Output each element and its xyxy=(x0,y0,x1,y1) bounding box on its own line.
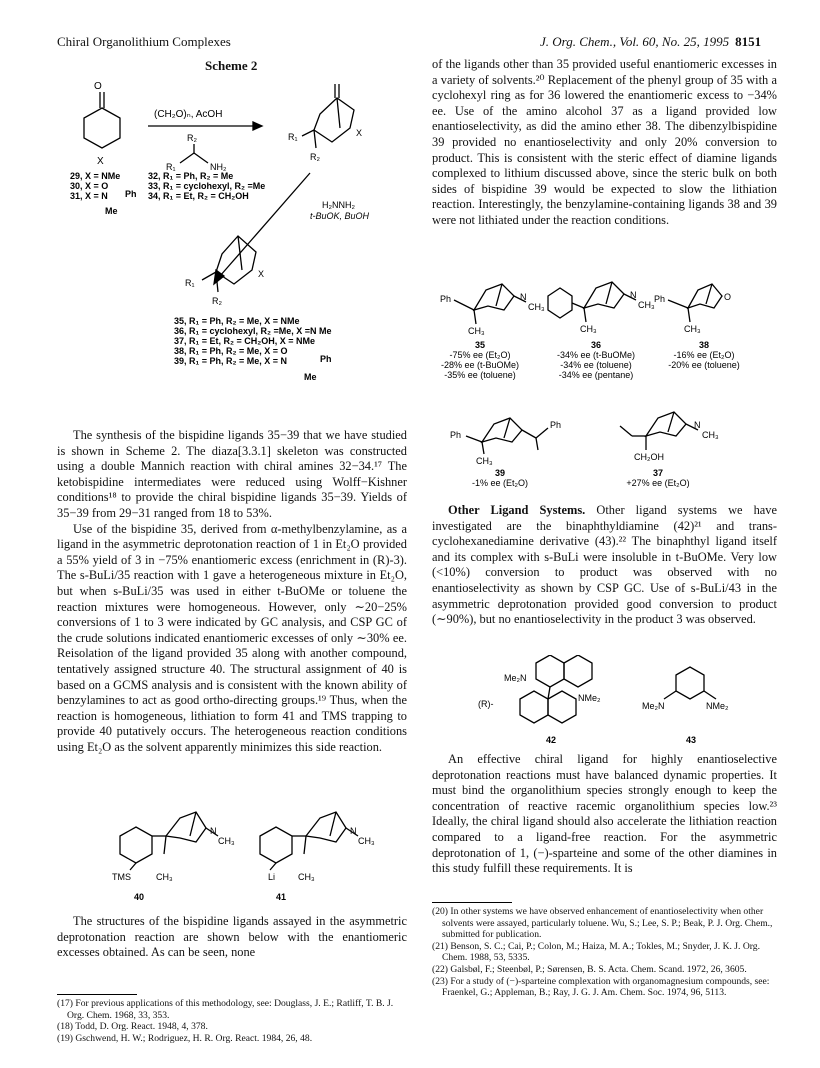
footnote-17: (17) For previous applications of this methodology, see: Douglass, J. E.; Ratliff, T. B. J. Org. Chem. 1968, 33, 353. xyxy=(57,998,394,1021)
ligand-39-skeleton xyxy=(482,418,522,442)
product-39-ph: Ph xyxy=(320,354,332,364)
ligand-37-skeleton xyxy=(646,412,686,436)
start-label-29: 29, X = NMe xyxy=(70,171,121,181)
ligand-35-nch3: CH₃ xyxy=(528,302,545,312)
ch3-label-41: CH₃ xyxy=(298,872,315,882)
amine-label-33: 33, R₁ = cyclohexyl, R₂ =Me xyxy=(148,181,266,191)
page-number: 8151 xyxy=(735,34,762,49)
footnote-rule-right xyxy=(432,902,512,903)
journal-citation: J. Org. Chem., Vol. 60, No. 25, 1995 xyxy=(540,34,730,49)
amine-r1-label: R₁ xyxy=(166,162,176,172)
ligand-36-n: N xyxy=(630,290,637,300)
product-label-36: 36, R₁ = cyclohexyl, R₂ =Me, X =N Me xyxy=(174,326,332,336)
ligand-37-n: N xyxy=(694,420,701,430)
scheme-title: Scheme 2 xyxy=(205,58,258,73)
compound-label-42: 42 xyxy=(546,735,557,745)
product-39-me: Me xyxy=(304,372,317,382)
amine-label-34: 34, R₁ = Et, R₂ = CH₂OH xyxy=(148,191,249,201)
right-column-closing xyxy=(432,752,777,877)
left-column-closing xyxy=(57,914,407,961)
ligand-36-ee-1: -34% ee (t-BuOMe) xyxy=(556,350,636,360)
paragraph-effective-ligand: An effective chiral ligand for highly enantioselective deprotonation reactions must have balanced dynamic properties. It must bind the organolithium species strongly enough to keep the concentration of reactive racemic organolithium species low.²³ Ideally, the chiral ligand should also accelerate the lithiation reaction compared to a ligand-free reaction. For the asymmetric deprotonation of 1, (−)-sparteine and some of the other diamines in this study fulfill these requirements. It is xyxy=(432,752,777,876)
ketone-oxygen-label: O xyxy=(94,81,102,92)
nch3-label-40: CH₃ xyxy=(218,836,235,846)
cyclohexane-ring xyxy=(676,667,704,699)
ligand-35-n: N xyxy=(520,292,527,302)
start-31-me: Me xyxy=(105,206,118,216)
ligand-35-ch3: CH₃ xyxy=(468,326,485,336)
ch3-label-40: CH₃ xyxy=(156,872,173,882)
n-label-40: N xyxy=(210,826,217,836)
ligand-35-ee-1: -75% ee (Et₂O) xyxy=(449,350,511,360)
ligand-38-skeleton xyxy=(688,284,722,308)
footnote-20: (20) In other systems we have observed enhancement of enantioselectivity when other solvents were assayed, particularly toluene. Wu, S.; Lee, S. P.; Beak, P. J. Org. Chem., submitted for publication. xyxy=(432,906,773,941)
ligand-38-label: 38 xyxy=(698,340,710,350)
piperidinone-ring xyxy=(84,108,120,148)
structures-42-43 xyxy=(470,655,750,745)
product-label-37: 37, R₁ = Et, R₂ = CH₂OH, X = NMe xyxy=(174,336,316,346)
reagent-hydrazine: H₂NNH₂ xyxy=(322,200,355,210)
running-header-right xyxy=(540,34,761,50)
ligand-36-skeleton xyxy=(584,282,624,308)
ligand-35-ee-2: -28% ee (t-BuOMe) xyxy=(440,360,520,370)
nme2-label-43: NMe₂ xyxy=(706,701,729,711)
structure-40-bispidine xyxy=(166,812,206,842)
paragraph-ligand-structures: The structures of the bispidine ligands assayed in the asymmetric deprotonation reaction are shown below with the enantiomeric excesses obtained. As can be seen, none xyxy=(57,914,407,960)
ligand-35-label: 35 xyxy=(474,340,486,350)
start-label-30: 30, X = O xyxy=(70,181,109,191)
product-r1-label: R₁ xyxy=(185,278,195,288)
footnotes-left xyxy=(57,998,407,1044)
compound-label-41: 41 xyxy=(276,892,287,902)
binaphthyl-lower-ring-a xyxy=(520,691,548,723)
me2n-label-42: Me₂N xyxy=(504,673,527,683)
ligand-37-ch2oh: CH₂OH xyxy=(634,452,664,462)
start-31-ph: Ph xyxy=(125,189,137,199)
ligand-39-ph-right: Ph xyxy=(550,420,562,430)
ligand-38-ph: Ph xyxy=(654,294,666,304)
binaphthyl-upper-ring-b xyxy=(564,655,592,687)
product-label-38: 38, R₁ = Ph, R₂ = Me, X = O xyxy=(174,346,288,356)
structures-40-41 xyxy=(100,806,390,906)
footnotes-right xyxy=(432,906,777,999)
ligand-39-label: 39 xyxy=(494,468,506,478)
section-title-other-ligands: Other Ligand Systems. xyxy=(448,503,586,517)
right-column-text xyxy=(432,57,777,229)
r-descriptor-42: (R)- xyxy=(478,699,494,709)
structure-40-benzene xyxy=(120,827,152,863)
keto-r1-label: R₁ xyxy=(288,132,298,142)
product-x-label: X xyxy=(258,269,265,279)
ligand-38-o: O xyxy=(724,292,732,302)
product-r2-label: R₂ xyxy=(212,296,222,306)
amine-label-32: 32, R₁ = Ph, R₂ = Me xyxy=(148,171,234,181)
footnote-23: (23) For a study of (−)-sparteine complexation with organomagnesium compounds, see: Fraenkel, G.; Appleman, B.; Ray, J. G. J. Am. Chem. Soc. 1974, 96, 5113. xyxy=(432,975,770,999)
paragraph-enantioselectivity: of the ligands other than 35 provided useful enantiomeric excesses in a variety of solvents.²⁰ Replacement of the phenyl group of 35 with a cyclohexyl ring as for 36 lowered the enantiomeric excess to −34% ee. Use of the amino alcohol 37 as a ligand provided low enantioselectivity, as did the amino ether 38. The dibenzylbispidine 39 provided no enantioselectivity and only 20% conversion to product. This is consistent with the steric effect of diamine ligands complexed to lithium discussed above, since the steric bulk on both sides of bispidine 39 would be expected to slow the lithiation reaction. Interestingly, the benzylamine-containing ligands 38 and 39 were not lithiated under the reaction conditions. xyxy=(432,57,777,227)
product-label-35: 35, R₁ = Ph, R₂ = Me, X = NMe xyxy=(174,316,300,326)
nme2-label-42: NMe₂ xyxy=(578,693,601,703)
nch3-label-41: CH₃ xyxy=(358,836,375,846)
ligand-38-ee-1: -16% ee (Et₂O) xyxy=(673,350,735,360)
ligand-36-cyclohexyl xyxy=(548,288,572,318)
ligand-39-ph-left: Ph xyxy=(450,430,462,440)
ring-x-label: X xyxy=(97,156,104,167)
ligand-39-ch3: CH₃ xyxy=(476,456,493,466)
amine-nh2-label: NH₂ xyxy=(210,162,227,172)
keto-x-label: X xyxy=(356,128,363,138)
ligand-36-nch3: CH₃ xyxy=(638,300,655,310)
n-label-41: N xyxy=(350,826,357,836)
amine-r2-label: R₂ xyxy=(187,133,197,143)
ligand-37-label: 37 xyxy=(652,468,664,478)
paragraph-bispidine-35: Use of the bispidine 35, derived from α-methylbenzylamine, as a ligand in the asymmetric deprotonation reaction of 1 in Et₂O provided a 55% yield of 3 in −75% enantiomeric excess (enrichment in (R)-3). The s-BuLi/35 reaction with 1 gave a heterogeneous mixture in Et₂O, but when s-BuLi/35 was used in either t-BuOMe or toluene the reaction mixtures were homogeneous. However, only ∼20−25% conversions of 1 to 3 were indicated by GC analysis, and CSP GC of the crude solutions indicated enantiomeric excesses of only ∼30% ee. Reisolation of the ligand provided 35 along with another compound, tentatively assigned structure 40. The structural assignment of 40 is based on a GCMS analysis and is consistent with the known ability of benzylamines to act as good ortho-directing groups.¹⁹ Thus, when the reaction is homogeneous, lithiation to form 41 and TMS trapping to provide 40 putatively occurs. The heterogeneous reaction conditions using Et₂O as the solvent apparently minimizes this side reaction. xyxy=(57,521,407,754)
paragraph-other-ligands: Other ligand systems we have investigated are the binaphthyldiamine (42)²¹ and trans-cyclohexanediamine derivative (43).²² The binaphthyl ligand itself and its complex with s-BuLi were insoluble in t-BuOMe. Very low (<10%) conversion to product was observed with no enantioselectivity as shown by CSP GC. Use of s-BuLi/43 in the asymmetric deprotonation provided good conversion to product (∼90%), but no enantioselectivity in the product 3 was observed. xyxy=(432,503,777,627)
right-column-other-ligands xyxy=(432,503,777,628)
ligand-36-ch3: CH₃ xyxy=(580,324,597,334)
structure-41-benzene xyxy=(260,827,292,863)
ligand-36-ee-2: -34% ee (toluene) xyxy=(560,360,632,370)
ligand-35-ph: Ph xyxy=(440,294,452,304)
structure-41-bispidine xyxy=(306,812,346,842)
reagent-base: t-BuOK, BuOH xyxy=(310,211,370,221)
left-column-text xyxy=(57,428,407,755)
me2n-label-43: Me₂N xyxy=(642,701,665,711)
ligand-38-ee-2: -20% ee (toluene) xyxy=(668,360,740,370)
product-label-39: 39, R₁ = Ph, R₂ = Me, X = N xyxy=(174,356,288,366)
compound-label-43: 43 xyxy=(686,735,697,745)
ligand-36-ee-3: -34% ee (pentane) xyxy=(558,370,634,380)
footnote-21: (21) Benson, S. C.; Cai, P.; Colon, M.; Haiza, M. A.; Tokles, M.; Snyder, J. K. J. Org. Chem. 1988, 53, 5335. xyxy=(432,940,760,964)
footnote-19: (19) Gschwend, H. W.; Rodriguez, H. R. Org. React. 1984, 26, 48. xyxy=(57,1032,313,1044)
ketobispidine-skeleton xyxy=(314,98,354,142)
ligand-structures-figure xyxy=(440,278,780,493)
ligand-36-label: 36 xyxy=(590,340,602,350)
footnote-18: (18) Todd, D. Org. React. 1948, 4, 378. xyxy=(57,1021,208,1033)
ligand-35-ee-3: -35% ee (toluene) xyxy=(444,370,516,380)
li-label: Li xyxy=(268,872,276,882)
binaphthyl-lower-ring-b xyxy=(548,691,576,723)
footnote-22: (22) Galsbøl, F.; Steenbøl, P.; Sørensen, B. S. Acta. Chem. Scand. 1972, 26, 3605. xyxy=(432,963,747,975)
keto-r2-label: R₂ xyxy=(310,152,320,162)
footnote-rule-left xyxy=(57,994,137,995)
ligand-37-nch3: CH₃ xyxy=(702,430,719,440)
scheme-2-figure xyxy=(70,78,410,423)
binaphthyl-upper-ring-a xyxy=(536,655,564,687)
ligand-38-ch3: CH₃ xyxy=(684,324,701,334)
running-header-left: Chiral Organolithium Complexes xyxy=(57,34,231,49)
paragraph-synthesis: The synthesis of the bispidine ligands 35−39 that we have studied is shown in Scheme 2. The diaza[3.3.1] skeleton was constructed using a double Mannich reaction with chiral amines 32−34.¹⁷ The ketobispidine intermediates were reduced using Wolff−Kishner conditions¹⁸ to provide the chiral bispidine ligands 35−39. Yields of 35−39 from 29−31 ranged from 18 to 53%. xyxy=(57,428,407,520)
tms-label: TMS xyxy=(112,872,131,882)
reagent-mannich: (CH₂O)ₙ, AcOH xyxy=(154,109,223,120)
start-label-31: 31, X = N xyxy=(70,191,108,201)
ligand-35-skeleton xyxy=(474,284,514,310)
ligand-39-ee-1: -1% ee (Et₂O) xyxy=(471,478,529,488)
compound-label-40: 40 xyxy=(134,892,145,902)
ligand-37-ee-1: +27% ee (Et₂O) xyxy=(626,478,690,488)
